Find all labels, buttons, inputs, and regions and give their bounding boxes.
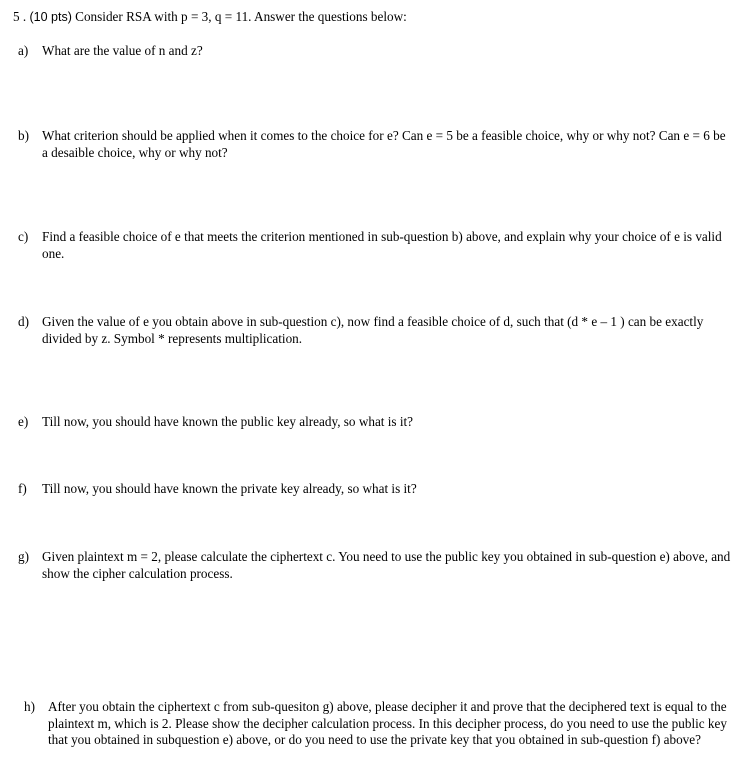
sub-question-label: a) (18, 43, 29, 58)
sub-question-text: After you obtain the ciphertext c from sub-quesiton g) above, please decipher it and prove that the deciphered text is equal to the plaintext m, which is 2. Please show the decipher calculation process. In this decipher process, do you need to use the public key that you obtained in subquestion e) above, or do you need to use the private key that you obtained in sub-question f) above? (48, 699, 727, 747)
sub-question-label: g) (18, 549, 29, 564)
sub-question-label: d) (18, 314, 29, 329)
question-heading (13, 9, 407, 26)
sub-question-text: Find a feasible choice of e that meets the criterion mentioned in sub-question b) above, and explain why your choice of e is valid one. (42, 229, 722, 261)
points-label: (10 pts) (29, 10, 72, 24)
sub-question-text: Till now, you should have known the public key already, so what is it? (42, 414, 414, 429)
sub-question-text: Given the value of e you obtain above in sub-question c), now find a feasible choice of d, such that (d * e – 1 ) can be exactly divided by z. Symbol * represents multiplication. (42, 314, 704, 346)
sub-question-label: e) (18, 414, 29, 429)
sub-question-label: h) (24, 699, 35, 714)
sub-question-text: Given plaintext m = 2, please calculate the ciphertext c. You need to use the public key you obtained in sub-question e) above, and show the cipher calculation process. (42, 549, 731, 581)
sub-question-label: c) (18, 229, 29, 244)
sub-question-label: f) (18, 481, 27, 496)
sub-question-label: b) (18, 128, 29, 143)
sub-question-text: Till now, you should have known the private key already, so what is it? (42, 481, 417, 496)
sub-question-text: What are the value of n and z? (42, 43, 203, 58)
question-intro: Consider RSA with p = 3, q = 11. Answer the questions below: (71, 9, 407, 24)
question-number: 5 . (13, 9, 30, 24)
sub-question-text: What criterion should be applied when it comes to the choice for e? Can e = 5 be a feasible choice, why or why not? Can e = 6 be a desaible choice, why or why not? (42, 128, 726, 160)
